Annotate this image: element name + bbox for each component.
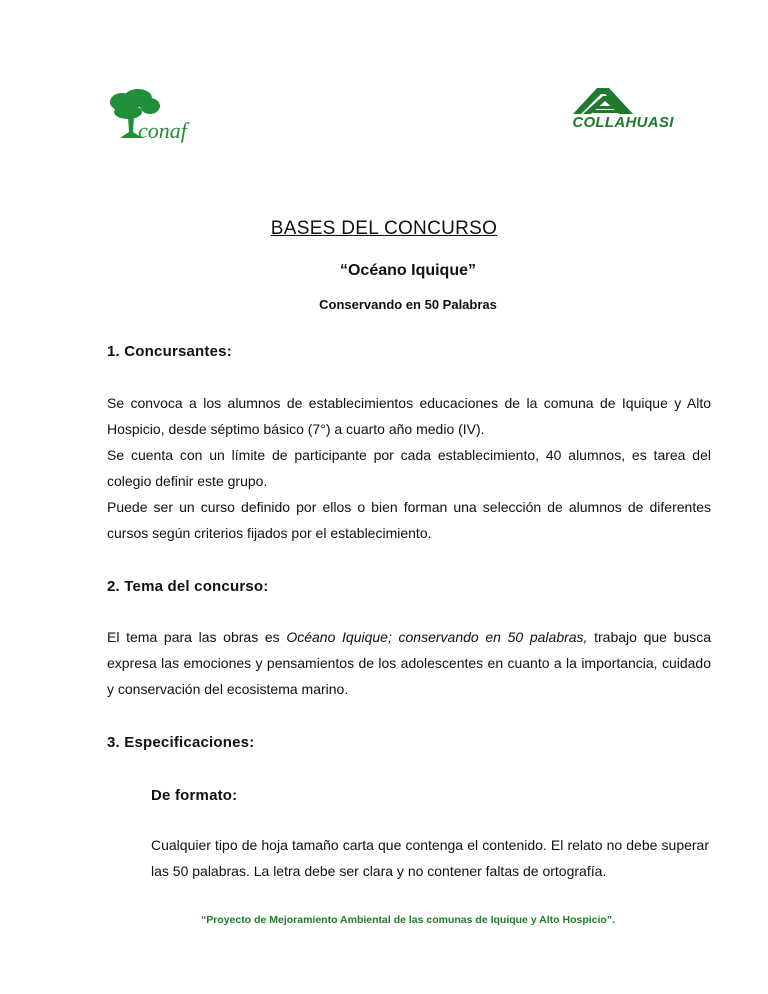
section1-body — [107, 390, 711, 546]
paragraph: Puede ser un curso definido por ellos o bien forman una selección de alumnos de diferentes cursos según criterios fijados por el establecimiento. — [107, 499, 711, 541]
document-title: BASES DEL CONCURSO — [270, 218, 498, 239]
section2-body — [107, 624, 711, 702]
collahuasi-logo — [553, 86, 693, 134]
collahuasi-wordmark: COLLAHUASI — [572, 114, 674, 131]
subheading-formato: De formato: — [151, 787, 238, 804]
section3-body — [151, 832, 709, 884]
section-heading-especificaciones: 3. Especificaciones: — [107, 734, 255, 751]
paragraph: Cualquier tipo de hoja tamaño carta que contenga el contenido. El relato no debe superar las 50 palabras. La letra debe ser clara y no contener faltas de ortografía. — [151, 837, 709, 879]
section-heading-concursantes: 1. Concursantes: — [107, 343, 232, 360]
conaf-wordmark: conaf — [138, 118, 187, 143]
contest-tagline: Conservando en 50 Palabras — [319, 297, 497, 312]
theme-italic: Océano Iquique; conservando en 50 palabras, — [286, 629, 588, 645]
contest-name: “Océano Iquique” — [339, 262, 476, 279]
footer-note: “Proyecto de Mejoramiento Ambiental de las comunas de Iquique y Alto Hospicio”. — [200, 914, 616, 926]
mountain-icon — [553, 86, 693, 116]
section-heading-tema: 2. Tema del concurso: — [107, 578, 269, 595]
paragraph: El tema para las obras es Océano Iquique; conservando en 50 palabras, trabajo que busca expresa las emociones y pensamientos de los adolescentes en cuanto a la importancia, cuidado y conservación del ecosistema marino. — [107, 629, 711, 697]
paragraph: Se cuenta con un límite de participante por cada establecimiento, 40 alumnos, es tarea del colegio definir este grupo. — [107, 447, 711, 489]
conaf-logo — [106, 88, 202, 146]
paragraph: Se convoca a los alumnos de establecimientos educaciones de la comuna de Iquique y Alto Hospicio, desde séptimo básico (7°) a cuarto año medio (IV). — [107, 395, 711, 437]
